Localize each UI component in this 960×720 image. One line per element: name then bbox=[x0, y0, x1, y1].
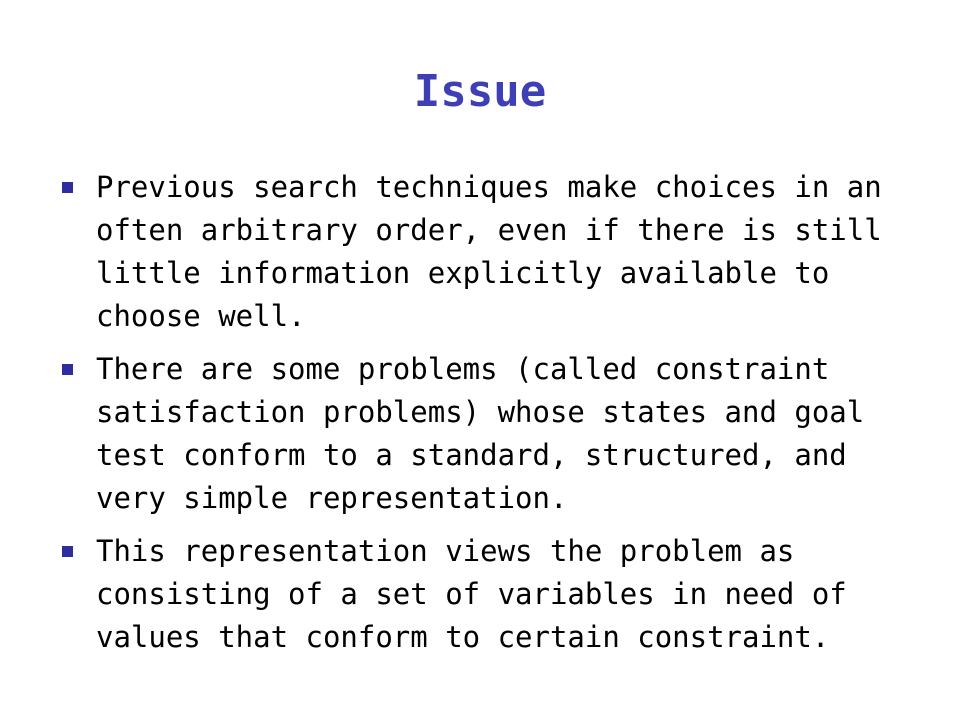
bullet-text: There are some problems (called constraint satisfaction problems) whose states and goal test conform to a standard, structured, and very simple representation. bbox=[96, 352, 865, 515]
square-bullet-icon bbox=[62, 546, 73, 557]
square-bullet-icon bbox=[62, 364, 73, 375]
bullet-list bbox=[60, 166, 930, 669]
slide-title: Issue bbox=[413, 66, 547, 117]
bullet-text: Previous search techniques make choices in an often arbitrary order, even if there is still little information explicitly available to choose well. bbox=[96, 170, 882, 333]
square-bullet-icon bbox=[62, 182, 73, 193]
bullet-text: This representation views the problem as consisting of a set of variables in need of values that conform to certain constraint. bbox=[96, 534, 847, 654]
bullet-item bbox=[60, 530, 930, 659]
bullet-item bbox=[60, 348, 930, 520]
bullet-item bbox=[60, 166, 930, 338]
